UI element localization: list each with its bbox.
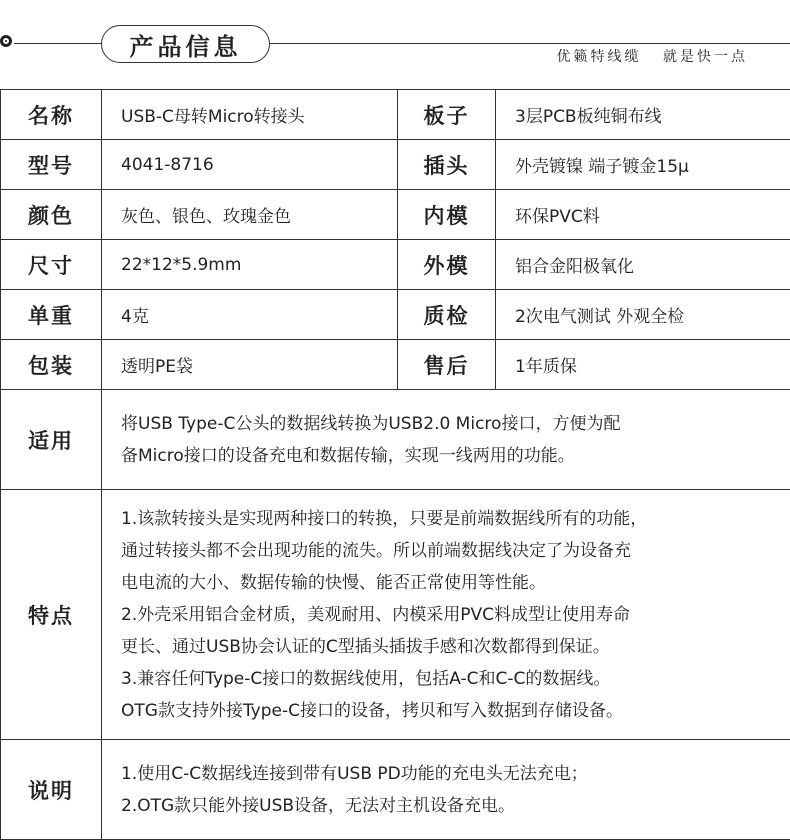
spec-label: 颜色 xyxy=(1,190,102,240)
section-header xyxy=(0,0,790,86)
features-label: 特点 xyxy=(1,490,102,740)
usage-row xyxy=(1,390,790,490)
spec-label: 包装 xyxy=(1,340,102,390)
slogan-brand: 优籁特线缆 xyxy=(556,49,642,65)
spec-label: 板子 xyxy=(398,90,496,140)
spec-row xyxy=(1,290,790,340)
spec-label: 售后 xyxy=(398,340,496,390)
header-rule-right xyxy=(270,43,790,44)
spec-table xyxy=(0,89,790,840)
spec-value: 外壳镀镍 端子镀金15μ xyxy=(496,140,790,190)
usage-line: 将USB Type-C公头的数据线转换为USB2.0 Micro接口，方便为配 xyxy=(121,413,621,434)
notes-text xyxy=(102,740,790,840)
usage-label: 适用 xyxy=(1,390,102,490)
section-title: 产品信息 xyxy=(101,25,270,63)
features-line: 2.外壳采用铝合金材质，美观耐用、内模采用PVC料成型让使用寿命 xyxy=(121,604,630,625)
spec-row xyxy=(1,140,790,190)
features-line: 通过转接头都不会出现功能的流失。所以前端数据线决定了为设备充 xyxy=(121,540,631,561)
spec-label: 质检 xyxy=(398,290,496,340)
notes-line: 2.OTG款只能外接USB设备，无法对主机设备充电。 xyxy=(121,795,516,816)
spec-value: 3层PCB板纯铜布线 xyxy=(496,90,790,140)
spec-value: USB-C母转Micro转接头 xyxy=(102,90,398,140)
spec-row xyxy=(1,190,790,240)
features-text xyxy=(102,490,790,740)
header-rule-left xyxy=(14,43,102,44)
spec-row xyxy=(1,90,790,140)
spec-row xyxy=(1,240,790,290)
features-line: 更长、通过USB协会认证的C型插头插拔手感和次数都得到保证。 xyxy=(121,636,610,657)
spec-row xyxy=(1,340,790,390)
spec-value: 环保PVC料 xyxy=(496,190,790,240)
spec-value: 2次电气测试 外观全检 xyxy=(496,290,790,340)
usage-text xyxy=(102,390,790,490)
notes-label: 说明 xyxy=(1,740,102,840)
slogan-tagline: 就是快一点 xyxy=(663,49,748,65)
spec-label: 尺寸 xyxy=(1,240,102,290)
features-line: 电电流的大小、数据传输的快慢、能否正常使用等性能。 xyxy=(121,572,546,593)
features-line: 3.兼容任何Type-C接口的数据线使用，包括A-C和C-C的数据线。 xyxy=(121,668,611,689)
spec-value: 22*12*5.9mm xyxy=(102,240,398,290)
spec-label: 插头 xyxy=(398,140,496,190)
spec-value: 铝合金阳极氧化 xyxy=(496,240,790,290)
spec-value: 透明PE袋 xyxy=(102,340,398,390)
circle-dot-icon xyxy=(0,35,12,47)
spec-label: 名称 xyxy=(1,90,102,140)
usage-line: 备Micro接口的设备充电和数据传输，实现一线两用的功能。 xyxy=(121,445,575,466)
features-line: 1.该款转接头是实现两种接口的转换，只要是前端数据线所有的功能， xyxy=(121,508,648,529)
spec-label: 单重 xyxy=(1,290,102,340)
features-row xyxy=(1,490,790,740)
spec-label: 内模 xyxy=(398,190,496,240)
spec-value: 灰色、银色、玫瑰金色 xyxy=(102,190,398,240)
notes-row xyxy=(1,740,790,840)
spec-label: 外模 xyxy=(398,240,496,290)
notes-line: 1.使用C-C数据线连接到带有USB PD功能的充电头无法充电； xyxy=(121,763,588,784)
spec-label: 型号 xyxy=(1,140,102,190)
brand-slogan xyxy=(557,46,748,66)
spec-value: 1年质保 xyxy=(496,340,790,390)
features-line: OTG款支持外接Type-C接口的设备，拷贝和写入数据到存储设备。 xyxy=(121,700,623,721)
spec-value: 4克 xyxy=(102,290,398,340)
spec-value: 4041-8716 xyxy=(102,140,398,190)
